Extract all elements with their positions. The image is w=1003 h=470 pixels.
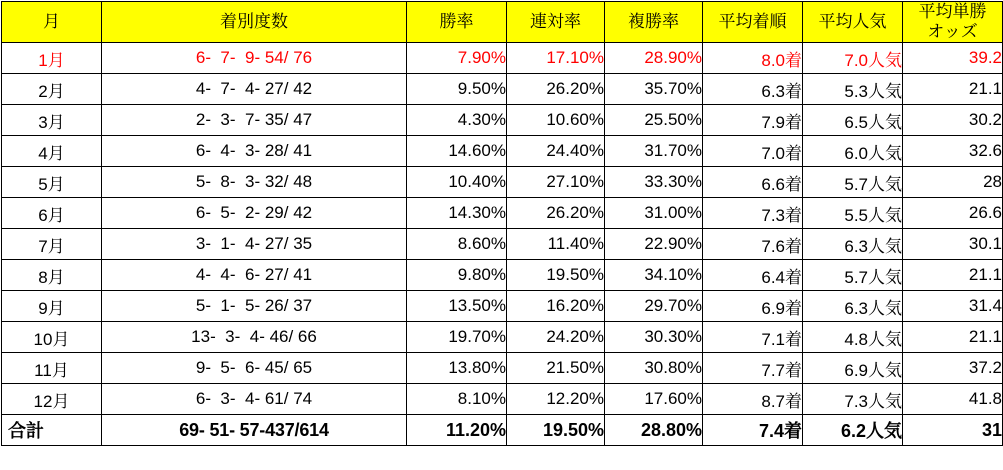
- cell-quinella-rate: 16.20%: [507, 291, 605, 322]
- column-header-record: 着別度数: [102, 2, 407, 43]
- cell-avg-order: 7.0着: [703, 136, 803, 167]
- cell-show-rate: 30.80%: [605, 353, 703, 384]
- table-row: [2, 260, 1003, 291]
- cell-avg-popularity: 5.7人気: [803, 167, 903, 198]
- cell-record: 2- 3- 7- 35/ 47: [102, 105, 407, 136]
- cell-month: 7月: [2, 229, 102, 260]
- cell-avg-order: 6.4着: [703, 260, 803, 291]
- cell-month: 8月: [2, 260, 102, 291]
- cell-avg-order: 7.9着: [703, 105, 803, 136]
- cell-avg-odds: 21.1: [903, 260, 1003, 291]
- cell-avg-order: 8.0着: [703, 43, 803, 74]
- cell-avg-popularity: 5.3人気: [803, 74, 903, 105]
- cell-record: 3- 1- 4- 27/ 35: [102, 229, 407, 260]
- header-row: [2, 2, 1003, 43]
- cell-record: 6- 3- 4- 61/ 74: [102, 384, 407, 415]
- cell-record: 6- 5- 2- 29/ 42: [102, 198, 407, 229]
- cell-win-rate: 4.30%: [407, 105, 507, 136]
- cell-month: 12月: [2, 384, 102, 415]
- cell-win-rate: 14.60%: [407, 136, 507, 167]
- cell-month: 2月: [2, 74, 102, 105]
- table-row: [2, 43, 1003, 74]
- cell-show-rate: 33.30%: [605, 167, 703, 198]
- column-header-avg-odds: 平均単勝 オッズ: [903, 2, 1003, 43]
- cell-avg-order: 6.6着: [703, 167, 803, 198]
- cell-total-win-rate: 11.20%: [407, 415, 507, 446]
- cell-month: 6月: [2, 198, 102, 229]
- cell-month: 10月: [2, 322, 102, 353]
- cell-total-show-rate: 28.80%: [605, 415, 703, 446]
- cell-win-rate: 8.10%: [407, 384, 507, 415]
- cell-month: 4月: [2, 136, 102, 167]
- cell-show-rate: 22.90%: [605, 229, 703, 260]
- table-row-total: [2, 415, 1003, 446]
- table-row: [2, 74, 1003, 105]
- cell-record: 13- 3- 4- 46/ 66: [102, 322, 407, 353]
- cell-quinella-rate: 24.40%: [507, 136, 605, 167]
- cell-record: 4- 4- 6- 27/ 41: [102, 260, 407, 291]
- cell-avg-odds: 31.4: [903, 291, 1003, 322]
- cell-month: 11月: [2, 353, 102, 384]
- cell-quinella-rate: 26.20%: [507, 74, 605, 105]
- cell-show-rate: 31.70%: [605, 136, 703, 167]
- table-row: [2, 322, 1003, 353]
- cell-quinella-rate: 27.10%: [507, 167, 605, 198]
- cell-avg-popularity: 7.0人気: [803, 43, 903, 74]
- cell-win-rate: 9.80%: [407, 260, 507, 291]
- cell-avg-popularity: 6.3人気: [803, 291, 903, 322]
- cell-avg-popularity: 7.3人気: [803, 384, 903, 415]
- cell-avg-order: 8.7着: [703, 384, 803, 415]
- cell-avg-odds: 21.1: [903, 322, 1003, 353]
- cell-avg-odds: 37.2: [903, 353, 1003, 384]
- cell-record: 9- 5- 6- 45/ 65: [102, 353, 407, 384]
- cell-win-rate: 19.70%: [407, 322, 507, 353]
- cell-avg-odds: 28: [903, 167, 1003, 198]
- cell-total-avg-order: 7.4着: [703, 415, 803, 446]
- table-row: [2, 198, 1003, 229]
- cell-avg-odds: 32.6: [903, 136, 1003, 167]
- cell-show-rate: 17.60%: [605, 384, 703, 415]
- cell-month: 5月: [2, 167, 102, 198]
- cell-quinella-rate: 11.40%: [507, 229, 605, 260]
- cell-win-rate: 7.90%: [407, 43, 507, 74]
- column-header-avg-order: 平均着順: [703, 2, 803, 43]
- table-row: [2, 167, 1003, 198]
- cell-win-rate: 9.50%: [407, 74, 507, 105]
- table-row: [2, 291, 1003, 322]
- cell-show-rate: 35.70%: [605, 74, 703, 105]
- cell-quinella-rate: 17.10%: [507, 43, 605, 74]
- cell-avg-popularity: 6.3人気: [803, 229, 903, 260]
- cell-total-avg-popularity: 6.2人気: [803, 415, 903, 446]
- cell-quinella-rate: 10.60%: [507, 105, 605, 136]
- cell-month: 3月: [2, 105, 102, 136]
- cell-avg-popularity: 6.0人気: [803, 136, 903, 167]
- cell-total-avg-odds: 31: [903, 415, 1003, 446]
- cell-quinella-rate: 26.20%: [507, 198, 605, 229]
- cell-avg-odds: 26.6: [903, 198, 1003, 229]
- cell-avg-popularity: 5.5人気: [803, 198, 903, 229]
- table-row: [2, 353, 1003, 384]
- cell-month: 9月: [2, 291, 102, 322]
- column-header-quinella-rate: 連対率: [507, 2, 605, 43]
- cell-record: 6- 4- 3- 28/ 41: [102, 136, 407, 167]
- cell-total-label: 合計: [2, 415, 102, 446]
- cell-record: 5- 8- 3- 32/ 48: [102, 167, 407, 198]
- cell-avg-order: 6.3着: [703, 74, 803, 105]
- cell-avg-order: 7.1着: [703, 322, 803, 353]
- cell-show-rate: 31.00%: [605, 198, 703, 229]
- table-row: [2, 229, 1003, 260]
- column-header-month: 月: [2, 2, 102, 43]
- cell-win-rate: 13.80%: [407, 353, 507, 384]
- cell-record: 6- 7- 9- 54/ 76: [102, 43, 407, 74]
- cell-total-record: 69- 51- 57-437/614: [102, 415, 407, 446]
- cell-avg-odds: 39.2: [903, 43, 1003, 74]
- cell-avg-order: 7.7着: [703, 353, 803, 384]
- cell-avg-odds: 41.8: [903, 384, 1003, 415]
- cell-show-rate: 28.90%: [605, 43, 703, 74]
- cell-show-rate: 29.70%: [605, 291, 703, 322]
- table-row: [2, 136, 1003, 167]
- column-header-avg-popularity: 平均人気: [803, 2, 903, 43]
- cell-avg-popularity: 5.7人気: [803, 260, 903, 291]
- cell-total-quinella-rate: 19.50%: [507, 415, 605, 446]
- cell-quinella-rate: 24.20%: [507, 322, 605, 353]
- cell-win-rate: 14.30%: [407, 198, 507, 229]
- column-header-win-rate: 勝率: [407, 2, 507, 43]
- cell-show-rate: 34.10%: [605, 260, 703, 291]
- monthly-stats-table: [1, 1, 1003, 446]
- table-row: [2, 105, 1003, 136]
- cell-record: 5- 1- 5- 26/ 37: [102, 291, 407, 322]
- cell-record: 4- 7- 4- 27/ 42: [102, 74, 407, 105]
- cell-win-rate: 13.50%: [407, 291, 507, 322]
- table-header: [2, 2, 1003, 43]
- cell-win-rate: 10.40%: [407, 167, 507, 198]
- table-body: [2, 43, 1003, 446]
- cell-quinella-rate: 12.20%: [507, 384, 605, 415]
- cell-show-rate: 25.50%: [605, 105, 703, 136]
- cell-avg-popularity: 6.5人気: [803, 105, 903, 136]
- cell-avg-order: 6.9着: [703, 291, 803, 322]
- cell-win-rate: 8.60%: [407, 229, 507, 260]
- cell-avg-order: 7.6着: [703, 229, 803, 260]
- cell-avg-popularity: 4.8人気: [803, 322, 903, 353]
- column-header-show-rate: 複勝率: [605, 2, 703, 43]
- cell-show-rate: 30.30%: [605, 322, 703, 353]
- cell-month: 1月: [2, 43, 102, 74]
- cell-avg-odds: 30.2: [903, 105, 1003, 136]
- cell-quinella-rate: 19.50%: [507, 260, 605, 291]
- cell-avg-order: 7.3着: [703, 198, 803, 229]
- cell-quinella-rate: 21.50%: [507, 353, 605, 384]
- cell-avg-popularity: 6.9人気: [803, 353, 903, 384]
- cell-avg-odds: 30.1: [903, 229, 1003, 260]
- cell-avg-odds: 21.1: [903, 74, 1003, 105]
- table-row: [2, 384, 1003, 415]
